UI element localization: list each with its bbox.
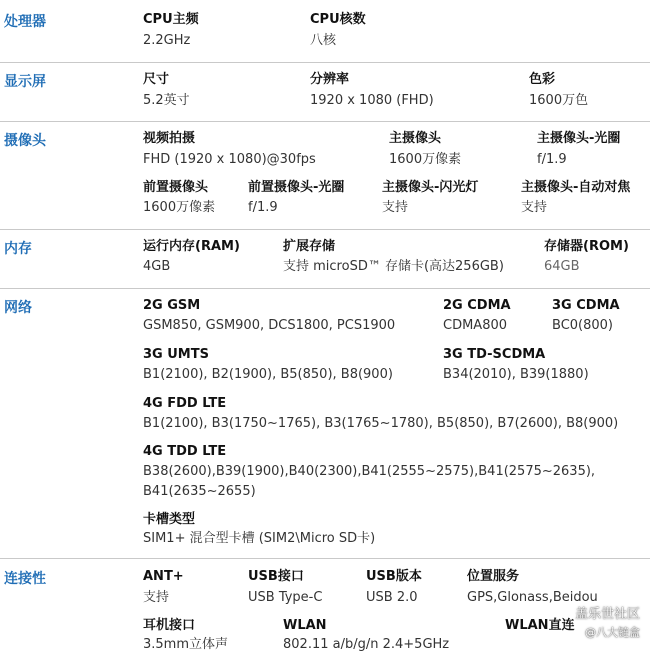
memory-ext-value: 支持 microSD™ 存储卡(高达256GB) [283, 259, 504, 274]
section-label-memory: 内存 [4, 241, 32, 257]
camera-flash-header: 主摄像头-闪光灯 [382, 180, 479, 195]
display-res-value: 1920 x 1080 (FHD) [310, 93, 434, 108]
camera-front-value: 1600万像素 [143, 200, 216, 215]
section-label-cpu: 处理器 [4, 14, 46, 30]
display-color-header: 色彩 [529, 72, 556, 87]
camera-video-header: 视频拍摄 [143, 131, 196, 146]
conn-location-value: GPS,Glonass,Beidou [467, 590, 598, 605]
network-fdd-header: 4G FDD LTE [143, 396, 227, 411]
conn-jack-header: 耳机接口 [143, 618, 196, 633]
conn-jack-value: 3.5mm立体声 [143, 637, 229, 652]
memory-ext-header: 扩展存储 [283, 239, 336, 254]
camera-front-header: 前置摄像头 [143, 180, 209, 195]
network-cdma3g-value: BC0(800) [552, 318, 613, 333]
network-cdma2g-header: 2G CDMA [443, 298, 511, 313]
conn-usb-header: USB接口 [248, 569, 304, 584]
cpu-cores-header: CPU核数 [310, 12, 366, 27]
network-tdd-value-line1: B38(2600),B39(1900),B40(2300),B41(2555~2575),B41(2575~2635), [143, 464, 596, 479]
divider [0, 121, 650, 122]
conn-wlan-header: WLAN [283, 618, 327, 633]
cpu-freq-value: 2.2GHz [143, 33, 191, 48]
watermark-line1: 盖乐世社区 [574, 607, 640, 622]
section-label-connectivity: 连接性 [4, 571, 46, 587]
camera-autofocus-value: 支持 [521, 200, 548, 215]
network-gsm-header: 2G GSM [143, 298, 201, 313]
divider [0, 62, 650, 63]
network-tdscdma-header: 3G TD-SCDMA [443, 347, 546, 362]
conn-usbver-value: USB 2.0 [366, 590, 418, 605]
network-cdma2g-value: CDMA800 [443, 318, 508, 333]
conn-wlan-direct-header: WLAN直连 [505, 618, 575, 633]
watermark [575, 606, 640, 642]
conn-usb-value: USB Type-C [248, 590, 323, 605]
network-slot-header: 卡槽类型 [143, 512, 196, 527]
divider [0, 229, 650, 230]
display-res-header: 分辨率 [310, 72, 350, 87]
network-tdd-header: 4G TDD LTE [143, 444, 227, 459]
display-size-header: 尺寸 [143, 72, 170, 87]
conn-usbver-header: USB版本 [366, 569, 422, 584]
camera-video-value: FHD (1920 x 1080)@30fps [143, 152, 316, 167]
cpu-cores-value: 八核 [310, 33, 337, 48]
network-fdd-value: B1(2100), B3(1750~1765), B3(1765~1780), B5(850), B7(2600), B8(900) [143, 416, 619, 431]
camera-front-aperture-value: f/1.9 [248, 200, 278, 215]
network-cdma3g-header: 3G CDMA [552, 298, 620, 313]
memory-rom-header: 存储器(ROM) [544, 239, 629, 254]
conn-ant-value: 支持 [143, 590, 170, 605]
watermark-line2: @八大链盒 [585, 626, 640, 639]
network-tdscdma-value: B34(2010), B39(1880) [443, 367, 589, 382]
section-label-display: 显示屏 [4, 74, 46, 90]
display-size-value: 5.2英寸 [143, 93, 190, 108]
memory-rom-value: 64GB [544, 259, 580, 274]
section-label-camera: 摄像头 [4, 133, 46, 149]
section-label-network: 网络 [4, 300, 32, 316]
conn-ant-header: ANT+ [143, 569, 184, 584]
conn-wlan-value: 802.11 a/b/g/n 2.4+5GHz [283, 637, 450, 652]
divider [0, 558, 650, 559]
display-color-value: 1600万色 [529, 93, 589, 108]
conn-location-header: 位置服务 [467, 569, 520, 584]
cpu-freq-header: CPU主频 [143, 12, 199, 27]
camera-main-aperture-value: f/1.9 [537, 152, 567, 167]
camera-main-aperture-header: 主摄像头-光圈 [537, 131, 621, 146]
network-gsm-value: GSM850, GSM900, DCS1800, PCS1900 [143, 318, 396, 333]
network-slot-value: SIM1+ 混合型卡槽 (SIM2\Micro SD卡) [143, 531, 376, 546]
memory-ram-header: 运行内存(RAM) [143, 239, 240, 254]
camera-autofocus-header: 主摄像头-自动对焦 [521, 180, 631, 195]
network-umts-value: B1(2100), B2(1900), B5(850), B8(900) [143, 367, 393, 382]
network-tdd-value-line2: B41(2635~2655) [143, 484, 256, 499]
camera-flash-value: 支持 [382, 200, 409, 215]
network-umts-header: 3G UMTS [143, 347, 209, 362]
memory-ram-value: 4GB [143, 259, 171, 274]
camera-main-value: 1600万像素 [389, 152, 462, 167]
camera-main-header: 主摄像头 [389, 131, 442, 146]
camera-front-aperture-header: 前置摄像头-光圈 [248, 180, 345, 195]
divider [0, 288, 650, 289]
